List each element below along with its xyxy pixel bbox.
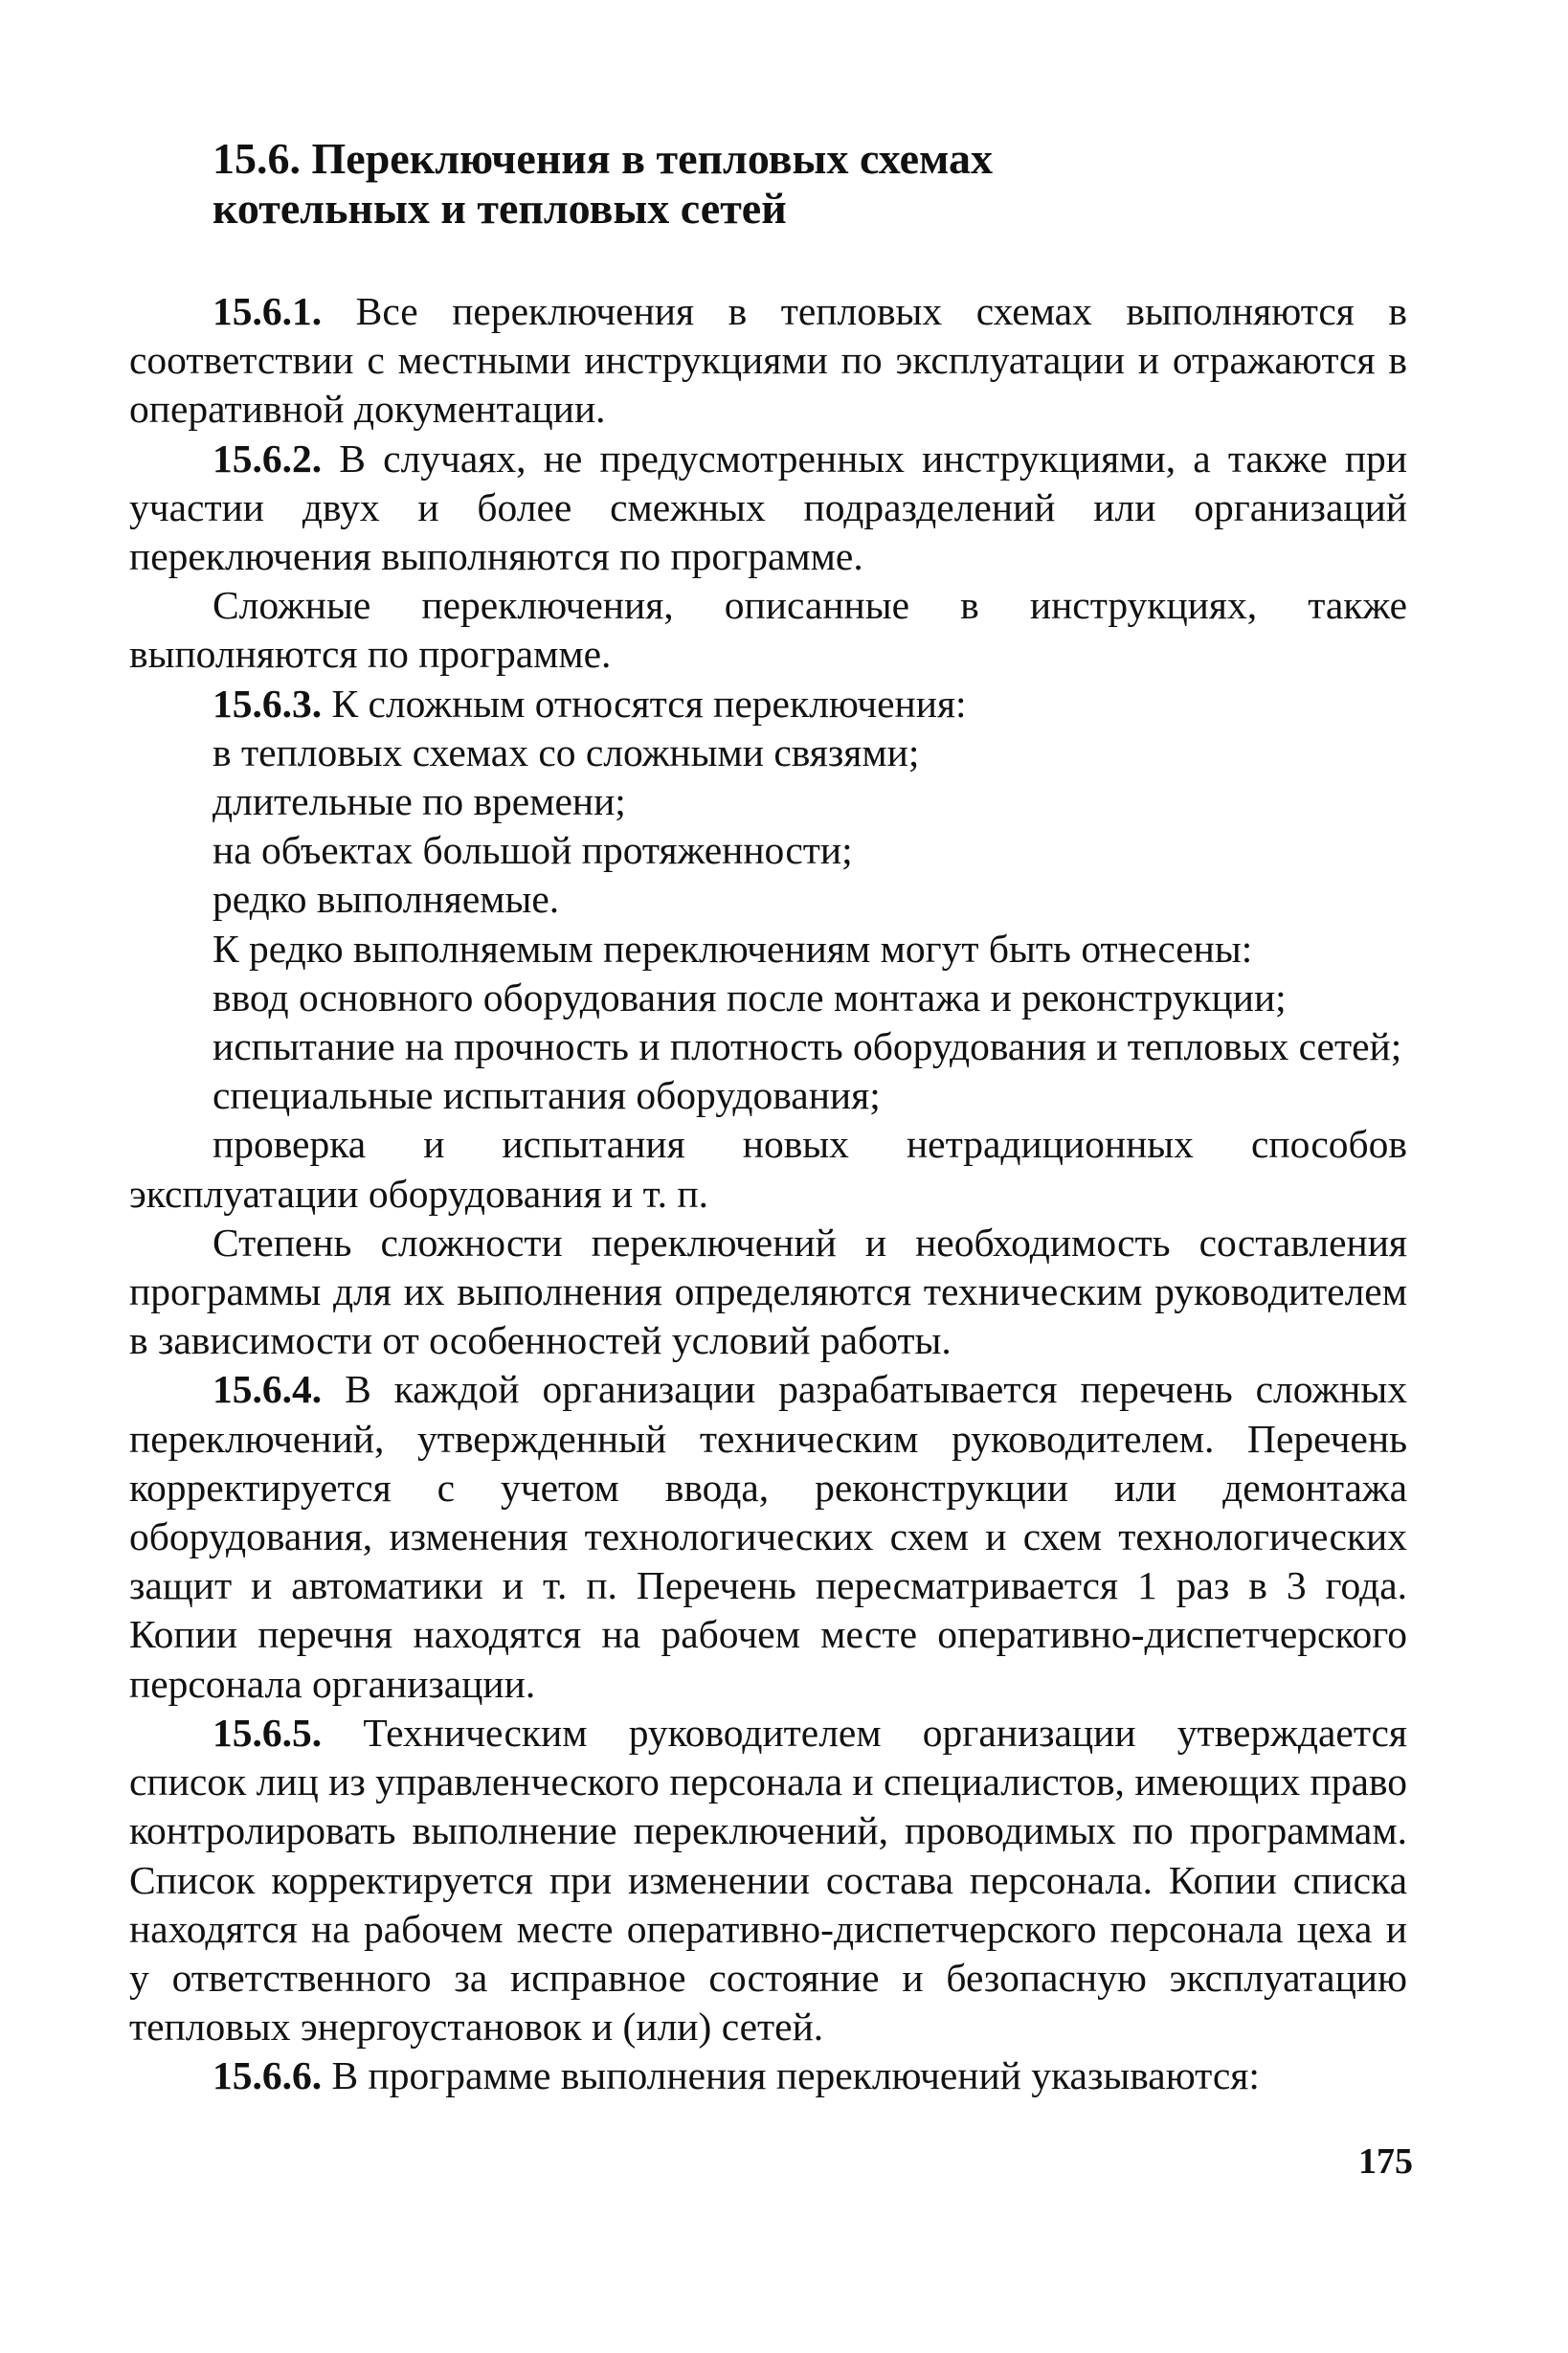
paragraph-text: в тепловых схемах со сложными связями; (213, 729, 920, 774)
clause-number: 15.6.3. (213, 681, 323, 726)
paragraph-text: испытание на прочность и плотность оборудования и тепловых сетей; (213, 1024, 1402, 1069)
paragraph-15-6-6 (129, 2051, 1407, 2100)
clause-number: 15.6.1. (213, 289, 323, 333)
paragraph-15-6-1 (129, 287, 1407, 435)
list-item (129, 777, 1407, 826)
paragraph-15-6-2 (129, 435, 1407, 582)
paragraph-text: Все переключения в тепловых схемах выполняются в соответствии с местными инструкциями по эксплуатации и отражаются в оперативной документации. (129, 289, 1407, 432)
paragraph-text: длительные по времени; (213, 779, 626, 824)
section-heading (213, 134, 1409, 234)
paragraph-text: редко выполняемые. (213, 877, 560, 922)
paragraph-text: В программе выполнения переключений указываются: (322, 2053, 1260, 2098)
list-item (129, 875, 1407, 924)
list-item (129, 1022, 1407, 1071)
page-number: 175 (1358, 2141, 1413, 2182)
paragraph-text: проверка и испытания новых нетрадиционных способов эксплуатации оборудования и т. п. (129, 1122, 1407, 1216)
paragraph-15-6-3 (129, 680, 1407, 728)
paragraph-text: специальные испытания оборудования; (213, 1073, 881, 1118)
paragraph (129, 1219, 1407, 1366)
clause-number: 15.6.4. (213, 1367, 323, 1412)
paragraph-text: Степень сложности переключений и необходимость составления программы для их выполнения определяются техническим руководителем в зависимости от особенностей условий работы. (129, 1220, 1407, 1363)
clause-number: 15.6.2. (213, 436, 323, 481)
body-text (129, 287, 1407, 2101)
list-item (129, 728, 1407, 777)
paragraph-text: В каждой организации разрабатывается перечень сложных переключений, утвержденный техническим руководителем. Перечень корректируется с учетом ввода, реконструкции или демонтажа оборудования, изменения технологических схем и схем технологических защит и автоматики и т. п. Перечень пересматривается 1 раз в 3 года. Копии перечня находятся на рабочем месте оперативно-диспетчерского персонала организации. (129, 1367, 1407, 1706)
list-item (129, 826, 1407, 875)
section-heading-line-1: 15.6. Переключения в тепловых схемах (213, 134, 994, 183)
paragraph-text: К сложным относятся переключения: (322, 681, 967, 726)
paragraph-text: ввод основного оборудования после монтажа и реконструкции; (213, 975, 1287, 1020)
list-item (129, 974, 1407, 1022)
section-heading-line-2: котельных и тепловых сетей (213, 184, 787, 233)
clause-number: 15.6.6. (213, 2053, 323, 2098)
paragraph-text: В случаях, не предусмотренных инструкциями, а также при участии двух и более смежных подразделений или организаций переключения выполняются по программе. (129, 436, 1407, 579)
list-item (129, 1071, 1407, 1120)
paragraph-text: К редко выполняемым переключениям могут быть отнесены: (213, 926, 1253, 971)
list-item (129, 1120, 1407, 1218)
paragraph-text: Техническим руководителем организации утверждается список лиц из управленческого персонала и специалистов, имеющих право контролировать выполнение переключений, проводимых по программам. Список корректируется при изменении состава персонала. Копии списка находятся на рабочем месте оперативно-диспетчерского персонала цеха и у ответственного за исправное состояние и безопасную эксплуатацию тепловых энергоустановок и (или) сетей. (129, 1710, 1407, 2050)
paragraph (129, 581, 1407, 679)
paragraph-text: на объектах большой протяженности; (213, 828, 853, 873)
paragraph-text: Сложные переключения, описанные в инструкциях, также выполняются по программе. (129, 583, 1407, 677)
paragraph (129, 925, 1407, 974)
paragraph-15-6-5 (129, 1709, 1407, 2051)
clause-number: 15.6.5. (213, 1710, 323, 1755)
paragraph-15-6-4 (129, 1365, 1407, 1708)
